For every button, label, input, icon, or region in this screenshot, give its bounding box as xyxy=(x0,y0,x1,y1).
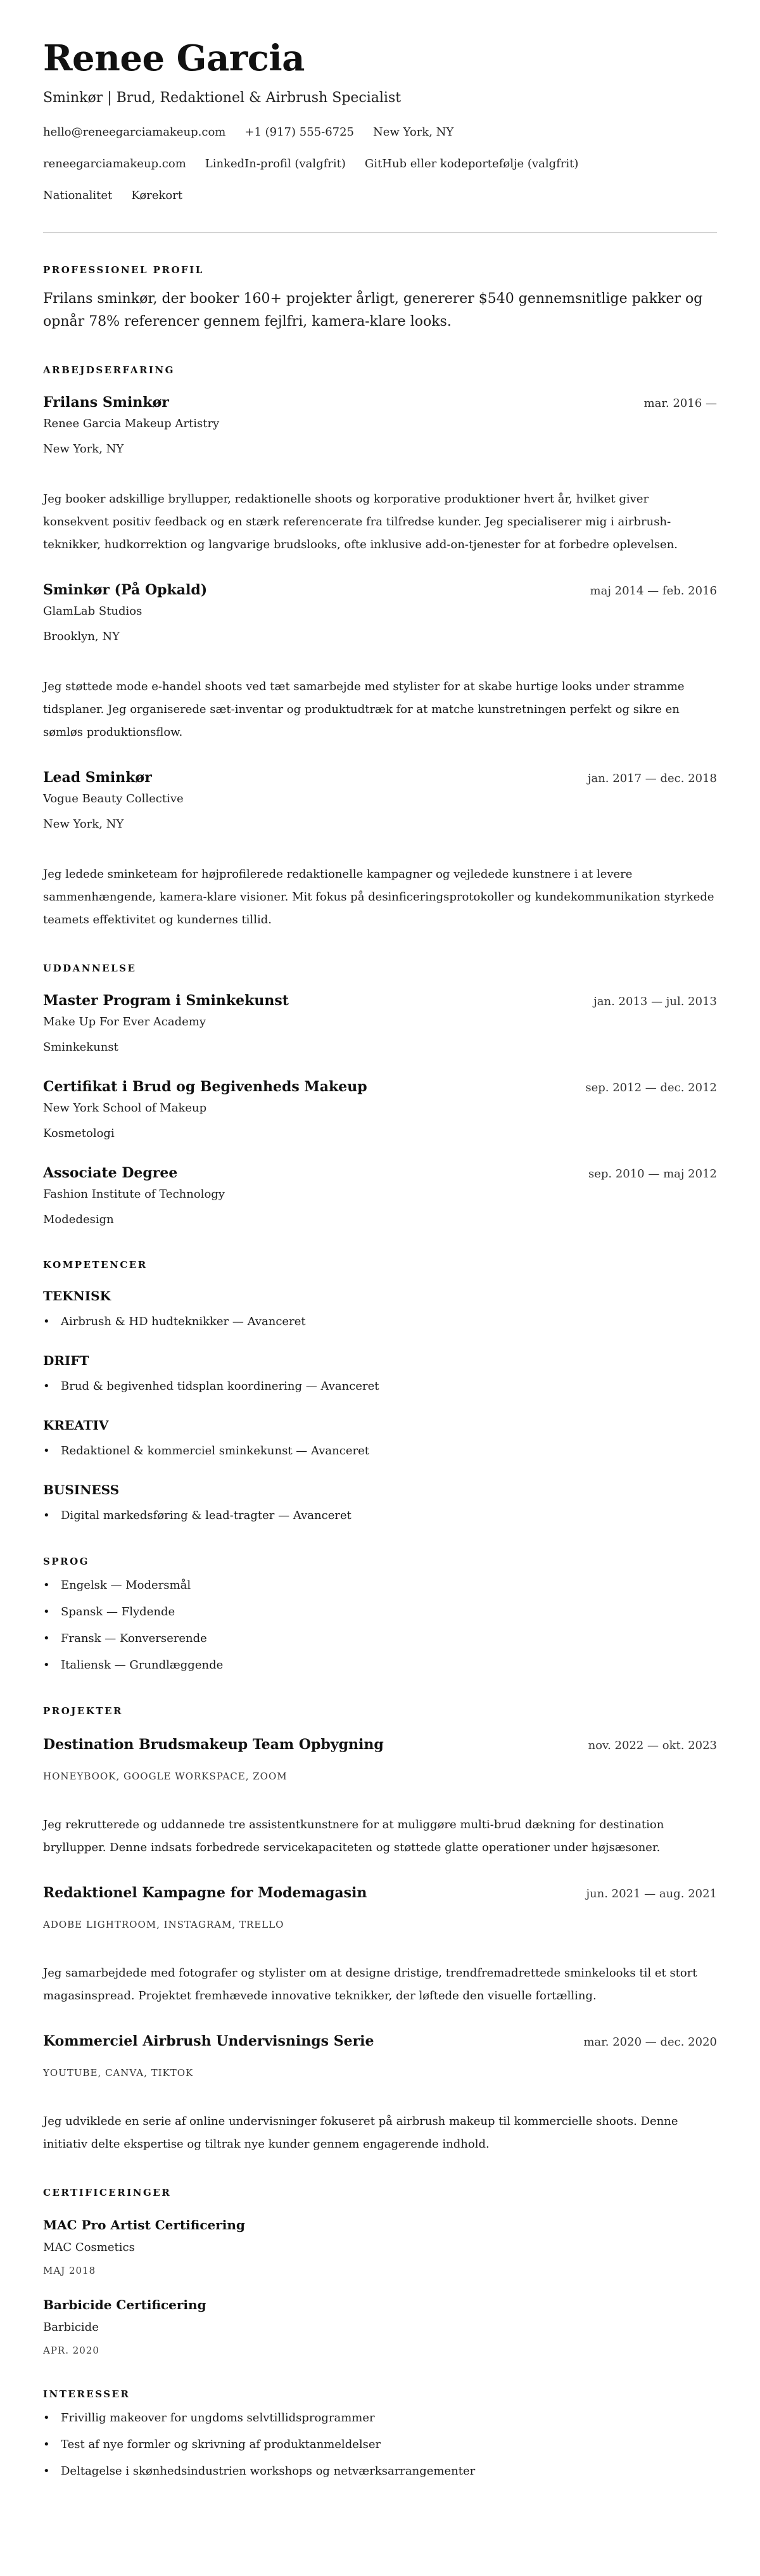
projects-section xyxy=(43,1705,717,2156)
project-name: Destination Brudsmakeup Team Opbygning xyxy=(43,1736,384,1753)
language-item: • Fransk — Konverserende xyxy=(43,1630,717,1648)
job-title: Lead Sminkør xyxy=(43,769,152,786)
project-date: nov. 2022 — okt. 2023 xyxy=(588,1739,717,1752)
profile-summary: Frilans sminkør, der booker 160+ projekter årligt, genererer $540 gennemsnitlige pakker og opnår 78% referencer gennem fejlfri, kamera-klare looks. xyxy=(43,291,703,330)
project-date: mar. 2020 — dec. 2020 xyxy=(583,2035,717,2049)
interest-item: • Deltagelse i skønhedsindustrien workshops og netværksarrangementer xyxy=(43,2463,717,2480)
section-title-certifications: CERTIFICERINGER xyxy=(43,2187,172,2198)
project-name: Redaktionel Kampagne for Modemagasin xyxy=(43,1885,367,1901)
school-name: New York School of Makeup xyxy=(43,1101,207,1115)
skill-group-title: BUSINESS xyxy=(43,1482,120,1497)
certification-name: MAC Pro Artist Certificering xyxy=(43,2217,245,2233)
contact-phone[interactable]: +1 (917) 555-6725 xyxy=(244,125,355,139)
education-date: sep. 2010 — maj 2012 xyxy=(588,1167,717,1181)
language-item: • Italiensk — Grundlæggende xyxy=(43,1656,717,1674)
section-title-skills: KOMPETENCER xyxy=(43,1259,148,1271)
interest-item: • Test af nye formler og skrivning af produktanmeldelser xyxy=(43,2436,717,2454)
certification-date: MAJ 2018 xyxy=(43,2265,96,2276)
contact-email-link[interactable]: hello@reneegarciamakeup.com xyxy=(43,125,226,139)
profile-section xyxy=(43,264,717,333)
project-item xyxy=(43,1883,717,2008)
linkedin-link[interactable]: LinkedIn-profil (valgfrit) xyxy=(205,157,346,170)
nationality-field: Nationalitet xyxy=(43,189,113,202)
certification-item xyxy=(43,2297,717,2357)
skill-group-operations xyxy=(43,1352,717,1395)
skill-group-business xyxy=(43,1482,717,1525)
certification-item xyxy=(43,2217,717,2278)
degree-title: Certifikat i Brud og Begivenheds Makeup xyxy=(43,1079,367,1095)
education-item xyxy=(43,1077,717,1142)
candidate-name: Renee Garcia xyxy=(43,37,305,79)
contact-row-links xyxy=(43,156,717,172)
degree-title: Master Program i Sminkekunst xyxy=(43,992,289,1009)
job-title: Frilans Sminkør xyxy=(43,394,169,411)
job-company: Renee Garcia Makeup Artistry xyxy=(43,417,220,430)
job-company: Vogue Beauty Collective xyxy=(43,792,184,805)
project-tech-stack: YOUTUBE, CANVA, TIKTOK xyxy=(43,2067,194,2079)
education-item xyxy=(43,991,717,1056)
skill-item: • Redaktionel & kommerciel sminkekunst — Avanceret xyxy=(43,1442,717,1460)
skill-item: • Brud & begivenhed tidsplan koordinering — Avanceret xyxy=(43,1378,717,1395)
job-date: maj 2014 — feb. 2016 xyxy=(590,584,717,598)
candidate-tagline: Sminkør | Brud, Redaktionel & Airbrush Specialist xyxy=(43,90,402,106)
degree-title: Associate Degree xyxy=(43,1165,178,1181)
skills-section xyxy=(43,1259,717,1525)
resume-header xyxy=(43,37,717,233)
section-title-education: UDDANNELSE xyxy=(43,963,137,974)
job-date: jan. 2017 — dec. 2018 xyxy=(587,772,717,785)
skill-group-title: KREATIV xyxy=(43,1418,109,1433)
project-tech-stack: ADOBE LIGHTROOM, INSTAGRAM, TRELLO xyxy=(43,1919,284,1930)
section-title-profile: PROFESSIONEL PROFIL xyxy=(43,264,204,276)
interests-section xyxy=(43,2388,717,2480)
education-date: sep. 2012 — dec. 2012 xyxy=(585,1081,717,1094)
project-name: Kommerciel Airbrush Undervisnings Serie xyxy=(43,2033,374,2049)
certification-date: APR. 2020 xyxy=(43,2345,99,2356)
project-item xyxy=(43,2032,717,2156)
certification-name: Barbicide Certificering xyxy=(43,2297,206,2312)
education-item xyxy=(43,1163,717,1228)
experience-item xyxy=(43,393,717,556)
job-location: Brooklyn, NY xyxy=(43,630,120,643)
website-link[interactable]: reneegarciamakeup.com xyxy=(43,157,186,170)
skill-item: • Digital markedsføring & lead-tragter — Avanceret xyxy=(43,1507,717,1525)
header-divider xyxy=(43,232,717,233)
experience-item xyxy=(43,580,717,744)
school-name: Make Up For Ever Academy xyxy=(43,1015,206,1028)
project-description: Jeg samarbejdede med fotografer og stylister om at designe dristige, trendfremadrettede sminkelooks til et stort magasinspread. Projektet fremhævede innovative teknikker, der løftede den visuelle fortælling. xyxy=(43,1966,697,2002)
project-date: jun. 2021 — aug. 2021 xyxy=(586,1887,717,1900)
section-title-projects: PROJEKTER xyxy=(43,1705,123,1717)
section-title-interests: INTERESSER xyxy=(43,2388,130,2400)
certifications-section xyxy=(43,2186,717,2357)
skill-group-technical xyxy=(43,1288,717,1331)
job-date: mar. 2016 — xyxy=(643,397,717,410)
education-date: jan. 2013 — jul. 2013 xyxy=(593,995,717,1008)
project-tech-stack: HONEYBOOK, GOOGLE WORKSPACE, ZOOM xyxy=(43,1771,288,1782)
contact-row-primary xyxy=(43,124,717,141)
contact-location: New York, NY xyxy=(373,125,454,139)
language-item: • Spansk — Flydende xyxy=(43,1603,717,1621)
drivers-license-field: Kørekort xyxy=(131,189,183,202)
skill-item: • Airbrush & HD hudteknikker — Avanceret xyxy=(43,1313,717,1331)
job-location: New York, NY xyxy=(43,442,124,456)
languages-section xyxy=(43,1555,717,1674)
job-description: Jeg ledede sminketeam for højprofilerede redaktionelle kampagner og vejledede kunstnere i at levere sammenhængende, kamera-klare visioner. Mit fokus på desinficeringsprotokoller og kundekommunikation styrkede teamets effektivitet og kundernes tillid. xyxy=(43,868,714,926)
field-of-study: Sminkekunst xyxy=(43,1041,118,1054)
skill-group-title: TEKNISK xyxy=(43,1288,111,1304)
school-name: Fashion Institute of Technology xyxy=(43,1188,225,1201)
certification-issuer: Barbicide xyxy=(43,2321,99,2334)
section-title-languages: SPROG xyxy=(43,1556,89,1567)
project-description: Jeg udviklede en serie af online undervisninger fokuseret på airbrush makeup til kommercielle shoots. Denne initiativ delte ekspertise og tiltrak nye kunder gennem engagerende indhold. xyxy=(43,2115,678,2151)
project-item xyxy=(43,1735,717,1859)
education-section xyxy=(43,962,717,1228)
section-title-experience: ARBEJDSERFARING xyxy=(43,364,175,376)
skill-group-creative xyxy=(43,1417,717,1460)
job-description: Jeg booker adskillige bryllupper, redaktionelle shoots og korporative produktioner hvert år, hvilket giver konsekvent positiv feedback og en stærk referencerate fra tilfredse kunder. Jeg specialiserer mig i airbrush-teknikker, hudkorrektion og langvarige brudslooks, ofte inklusive add-on-tjenester for at forbedre oplevelsen. xyxy=(43,492,678,551)
github-link[interactable]: GitHub eller kodeportefølje (valgfrit) xyxy=(364,157,579,170)
certification-issuer: MAC Cosmetics xyxy=(43,2241,135,2254)
job-company: GlamLab Studios xyxy=(43,605,142,618)
interest-item: • Frivillig makeover for ungdoms selvtillidsprogrammer xyxy=(43,2409,717,2427)
job-description: Jeg støttede mode e-handel shoots ved tæt samarbejde med stylister for at skabe hurtige looks under stramme tidsplaner. Jeg organiserede sæt-inventar og produktudtræk for at matche kunstretningen perfekt og sikre en sømløs produktionsflow. xyxy=(43,680,685,739)
job-location: New York, NY xyxy=(43,817,124,831)
experience-item xyxy=(43,768,717,932)
project-description: Jeg rekrutterede og uddannede tre assistentkunstnere for at muliggøre multi-brud dækning for destination bryllupper. Denne indsats forbedrede servicekapaciteten og støttede glatte operationer under højsæsoner. xyxy=(43,1818,664,1854)
job-title: Sminkør (På Opkald) xyxy=(43,582,208,598)
contact-row-personal xyxy=(43,188,717,204)
field-of-study: Kosmetologi xyxy=(43,1127,115,1140)
skill-group-title: DRIFT xyxy=(43,1353,89,1368)
language-item: • Engelsk — Modersmål xyxy=(43,1577,717,1594)
experience-section xyxy=(43,364,717,932)
field-of-study: Modedesign xyxy=(43,1213,114,1226)
